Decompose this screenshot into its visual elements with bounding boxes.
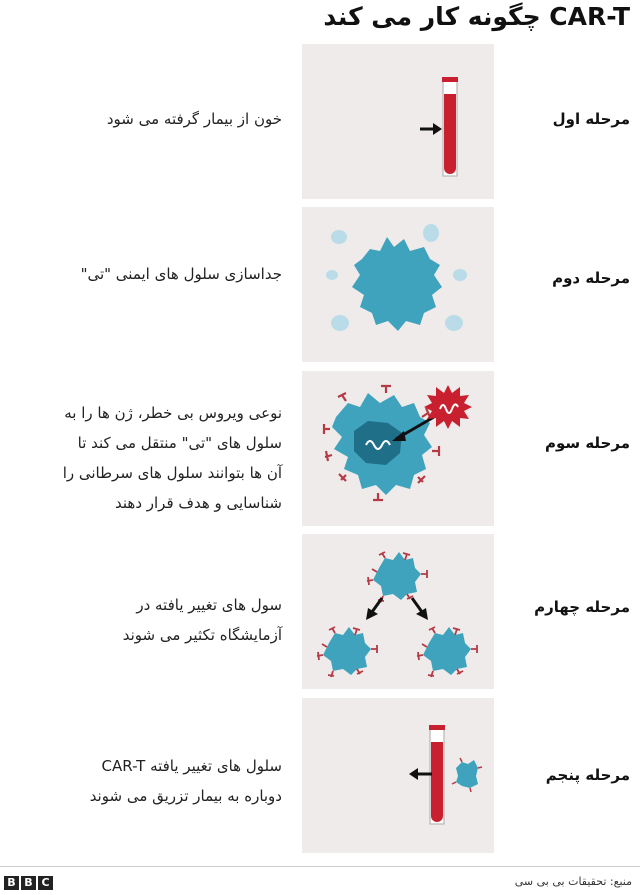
step-5-label: مرحله پنجم [545, 766, 630, 784]
step-3-line: شناسایی و هدف قرار دهند [115, 494, 282, 512]
ghost-cell-icon [445, 315, 463, 331]
step-3-line: نوعی ویروس بی خطر، ژن ها را به [64, 404, 282, 422]
step-3-panel [302, 371, 494, 526]
car-t-cell-icon [452, 758, 482, 792]
t-cell-icon [352, 237, 442, 331]
t-cell-separation-icon [302, 207, 494, 362]
infusion-icon [302, 698, 494, 853]
step-3-label: مرحله سوم [544, 434, 630, 452]
step-5-panel [302, 698, 494, 853]
step-2-panel [302, 207, 494, 362]
step-5-line: دوباره به بیمار تزریق می شوند [89, 787, 282, 805]
source-credit: منبع: تحقیقات بی بی سی [514, 875, 632, 888]
step-1-panel [302, 44, 494, 199]
step-4-label: مرحله چهارم [534, 598, 630, 616]
step-3-line: آن ها بتوانند سلول های سرطانی را [62, 464, 282, 482]
step-3-line: سلول های "تی" منتقل می کند تا [77, 434, 282, 452]
footer-divider [0, 866, 640, 867]
blood-tube-icon [302, 44, 494, 199]
bbc-logo [4, 876, 53, 890]
step-2-label: مرحله دوم [552, 269, 630, 287]
step-4-description [12, 590, 282, 650]
step-4-line: سول های تغییر یافته در [136, 596, 282, 614]
step-4-panel [302, 534, 494, 689]
ghost-cell-icon [326, 270, 338, 280]
cell-multiplication-icon [302, 534, 494, 689]
page-title: CAR-T چگونه کار می کند [323, 2, 630, 31]
ghost-cell-icon [331, 315, 349, 331]
step-5-line: سلول های تغییر یافته CAR-T [101, 757, 282, 775]
ghost-cell-icon [453, 269, 467, 281]
step-2-line: جداسازی سلول های ایمنی "تی" [80, 265, 282, 283]
step-1-label: مرحله اول [552, 110, 630, 128]
virus-icon [424, 385, 472, 429]
ghost-cell-icon [423, 224, 439, 242]
logo-letter: C [38, 876, 53, 890]
ghost-cell-icon [331, 230, 347, 244]
virus-gene-transfer-icon [302, 371, 494, 526]
step-3-description [12, 398, 282, 518]
logo-letter: B [21, 876, 36, 890]
step-2-description [12, 259, 282, 289]
step-1-description [12, 104, 282, 134]
step-4-line: آزمایشگاه تکثیر می شوند [122, 626, 282, 644]
step-5-description [12, 751, 282, 811]
logo-letter: B [4, 876, 19, 890]
step-1-line: خون از بیمار گرفته می شود [106, 110, 282, 128]
